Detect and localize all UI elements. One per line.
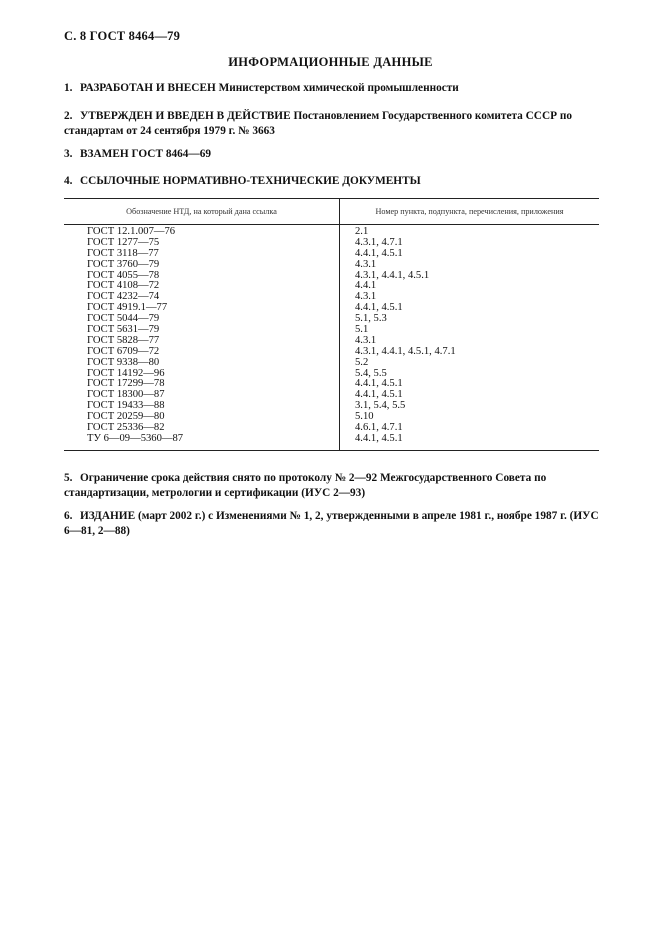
table-cell-reference: 4.4.1, 4.5.1 (355, 389, 403, 401)
page-title: ИНФОРМАЦИОННЫЕ ДАННЫЕ (228, 55, 433, 69)
table-cell-document: ГОСТ 20259—80 (87, 411, 165, 423)
table-body (64, 225, 599, 450)
table-cell-reference: 4.4.1, 4.5.1 (355, 302, 403, 314)
table-cell-reference: 4.4.1, 4.5.1 (355, 378, 403, 390)
table-cell-reference: 4.3.1 (355, 291, 377, 303)
section-text: (март 2002 г.) с Изменениями № 1, 2, утвержденными в апреле 1981 г., ноябре 1987 г. (ИУС 6—81, 2—88) (64, 510, 599, 537)
table-cell-reference: 5.4, 5.5 (355, 367, 387, 379)
table-cell-document: ГОСТ 9338—80 (87, 356, 160, 368)
section-number: 1. (64, 82, 73, 94)
section-4 (64, 174, 604, 189)
table-cell-document: ГОСТ 1277—75 (87, 236, 160, 248)
table-cell-reference: 4.3.1, 4.4.1, 4.5.1 (355, 269, 430, 281)
table-cell-document: ГОСТ 5828—77 (87, 334, 160, 346)
table-cell-reference: 4.6.1, 4.7.1 (355, 422, 403, 434)
section-lead: УТВЕРЖДЕН И ВВЕДЕН В ДЕЙСТВИЕ (80, 110, 291, 122)
column-header-document: Обозначение НТД, на который дана ссылка (126, 207, 277, 216)
section-5 (64, 471, 604, 500)
section-3 (64, 147, 604, 162)
table-cell-document: ГОСТ 25336—82 (87, 422, 165, 434)
table-cell-document: ГОСТ 17299—78 (87, 378, 165, 390)
table-cell-reference: 5.10 (355, 411, 374, 423)
table-cell-reference: 5.1, 5.3 (355, 313, 387, 325)
column-header-reference: Номер пункта, подпункта, перечисления, приложения (339, 199, 599, 224)
section-number: 5. (64, 472, 73, 484)
section-number: 6. (64, 510, 73, 522)
table-cell-document: ГОСТ 18300—87 (87, 389, 165, 401)
table-cell-reference: 4.4.1 (355, 280, 377, 292)
table-cell-document: ГОСТ 12.1.007—76 (87, 226, 176, 237)
section-lead: ВЗАМЕН ГОСТ 8464—69 (80, 148, 212, 160)
table-cell-document: ГОСТ 5044—79 (87, 313, 160, 325)
table-cell-reference: 4.3.1 (355, 258, 377, 270)
table-cell-document: ГОСТ 4919.1—77 (87, 302, 168, 314)
table-cell-document: ТУ 6—09—5360—87 (87, 432, 184, 444)
table-cell-document: ГОСТ 14192—96 (87, 367, 165, 379)
section-lead: ССЫЛОЧНЫЕ НОРМАТИВНО-ТЕХНИЧЕСКИЕ ДОКУМЕНТЫ (80, 175, 421, 187)
table-cell-reference: 5.2 (355, 356, 369, 368)
page-header: С. 8 ГОСТ 8464—79 (64, 29, 181, 43)
table-cell-document: ГОСТ 3118—77 (87, 247, 159, 259)
table-cell-reference: 4.4.1, 4.5.1 (355, 432, 403, 444)
table-cell-document: ГОСТ 4055—78 (87, 269, 160, 281)
section-text: Ограничение срока действия снято по протоколу № 2—92 Межгосударственного Совета по стандартизации, метрологии и сертификации (ИУС 2—93) (64, 472, 547, 499)
reference-table (64, 198, 599, 451)
section-6 (64, 509, 604, 538)
section-text: Постановлением Государственного комитета СССР по стандартам от 24 сентября 1979 г. № 3663 (64, 110, 573, 137)
table-cell-document: ГОСТ 4232—74 (87, 291, 160, 303)
table-cell-reference: 4.3.1 (355, 334, 377, 346)
reference-column (339, 225, 599, 450)
table-cell-document: ГОСТ 5631—79 (87, 324, 160, 336)
section-lead: РАЗРАБОТАН И ВНЕСЕН (80, 82, 216, 94)
section-1 (64, 81, 604, 96)
section-2 (64, 109, 604, 138)
section-number: 3. (64, 148, 73, 160)
table-header (64, 199, 599, 225)
table-cell-reference: 4.3.1, 4.7.1 (355, 236, 403, 248)
table-cell-document: ГОСТ 6709—72 (87, 345, 160, 357)
table-cell-reference: 4.3.1, 4.4.1, 4.5.1, 4.7.1 (355, 345, 456, 357)
table-cell-document: ГОСТ 4108—72 (87, 280, 160, 292)
document-column (64, 225, 339, 450)
table-cell-reference: 4.4.1, 4.5.1 (355, 247, 403, 259)
table-cell-reference: 5.1 (355, 324, 369, 336)
table-cell-reference: 2.1 (355, 226, 369, 237)
table-cell-document: ГОСТ 19433—88 (87, 400, 165, 412)
section-number: 2. (64, 110, 73, 122)
table-cell-document: ГОСТ 3760—79 (87, 258, 160, 270)
section-number: 4. (64, 175, 73, 187)
section-lead: ИЗДАНИЕ (80, 510, 136, 522)
table-cell-reference: 3.1, 5.4, 5.5 (355, 400, 406, 412)
section-text: Министерством химической промышленности (218, 82, 459, 94)
